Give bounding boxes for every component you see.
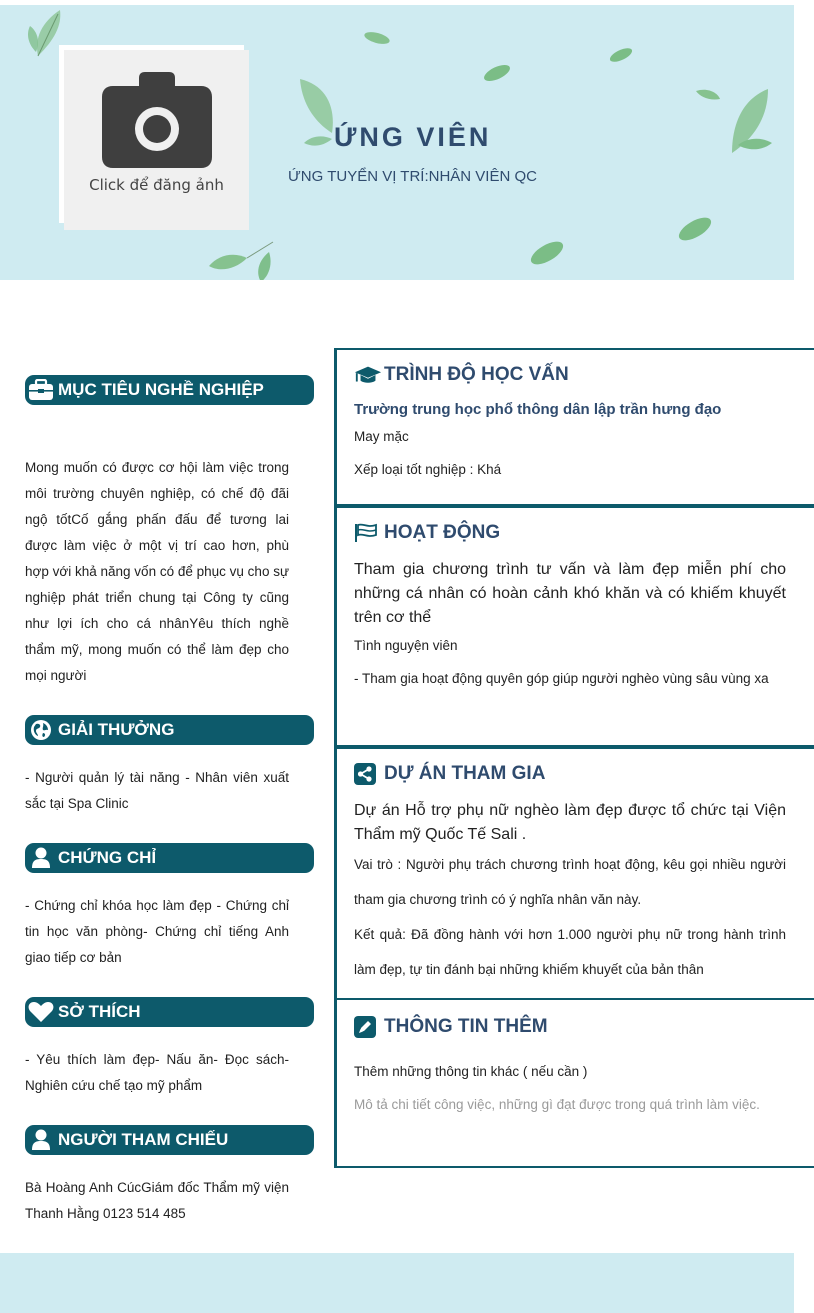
additional-info-label: Thêm những thông tin khác ( nếu cần ) bbox=[354, 1064, 588, 1079]
school-name: Trường trung học phổ thông dân lập trần hưng đạo bbox=[354, 401, 722, 418]
section-header-awards bbox=[25, 715, 314, 745]
section-header-references bbox=[25, 1125, 314, 1155]
user-icon bbox=[28, 847, 54, 869]
section-title: HOẠT ĐỘNG bbox=[384, 522, 501, 543]
section-education bbox=[334, 348, 814, 506]
section-activities bbox=[334, 506, 814, 747]
footer-banner bbox=[0, 1253, 794, 1313]
section-header-certificates bbox=[25, 843, 314, 873]
leaf-decoration-icon bbox=[606, 45, 636, 65]
applied-position: ỨNG TUYỂN VỊ TRÍ:NHÂN VIÊN QC bbox=[288, 168, 537, 185]
leaf-decoration-icon bbox=[480, 62, 514, 84]
certificates-text: - Chứng chỉ khóa học làm đẹp - Chứng chỉ tin học văn phòng- Chứng chỉ tiếng Anh giao tiếp cơ bản bbox=[25, 898, 289, 965]
education-major: May mặc bbox=[354, 429, 409, 444]
section-title: GIẢI THƯỞNG bbox=[58, 720, 175, 739]
awards-text: - Người quản lý tài năng - Nhân viên xuất sắc tại Spa Clinic bbox=[25, 770, 289, 811]
user-icon bbox=[28, 1129, 54, 1151]
education-grade: Xếp loại tốt nghiệp : Khá bbox=[354, 462, 502, 477]
section-title: MỤC TIÊU NGHỀ NGHIỆP bbox=[58, 380, 264, 399]
section-header-projects bbox=[354, 759, 786, 789]
photo-caption: Click để đăng ảnh bbox=[89, 176, 224, 194]
globe-icon bbox=[28, 719, 54, 741]
section-additional-info bbox=[334, 998, 814, 1168]
leaf-decoration-icon bbox=[205, 240, 277, 280]
section-header-activities bbox=[354, 518, 786, 548]
project-role: Vai trò : Người phụ trách chương trình hoạt động, kêu gọi nhiều người tham gia chương trình có ý nghĩa nhân văn này. bbox=[354, 857, 786, 907]
activity-description: Tham gia chương trình tư vấn và làm đẹp miễn phí cho những cá nhân có hoàn cảnh khó khăn và có khiếm khuyết trên cơ thể bbox=[354, 561, 786, 626]
hobbies-text: - Yêu thích làm đẹp- Nấu ăn- Đọc sách- Nghiên cứu chế tạo mỹ phẩm bbox=[25, 1052, 289, 1093]
section-title: NGƯỜI THAM CHIẾU bbox=[58, 1130, 229, 1149]
section-header-additional-info bbox=[354, 1012, 786, 1042]
edit-icon bbox=[354, 1014, 382, 1040]
activity-detail: - Tham gia hoạt động quyên góp giúp người nghèo vùng sâu vùng xa bbox=[354, 671, 769, 686]
heart-icon bbox=[28, 1001, 54, 1023]
upload-photo-button[interactable] bbox=[64, 50, 249, 230]
share-icon bbox=[354, 761, 382, 787]
section-header-career-goal bbox=[25, 375, 314, 405]
activity-role: Tình nguyện viên bbox=[354, 638, 458, 653]
project-description: Dự án Hỗ trợ phụ nữ nghèo làm đẹp được tổ chức tại Viện Thẩm mỹ Quốc Tế Sali . bbox=[354, 802, 786, 843]
leaf-decoration-icon bbox=[525, 238, 569, 268]
section-header-hobbies bbox=[25, 997, 314, 1027]
candidate-name: ỨNG VIÊN bbox=[334, 122, 492, 152]
leaf-decoration-icon bbox=[362, 30, 392, 46]
career-goal-text: Mong muốn có được cơ hội làm việc trong môi trường chuyên nghiệp, có chế độ đãi ngộ tốtCố gắng phấn đấu để tương lai được làm việc ở một vị trí cao hơn, phù hợp với khả năng vốn có để phục vụ cho sự nghiệp phát triển chung tại Công ty cũng như lợi ích cho cá nhânYêu thích nghề thẩm mỹ, mong muốn có thể làm đẹp cho mọi người bbox=[25, 460, 289, 683]
references-text: Bà Hoàng Anh CúcGiám đốc Thẩm mỹ viện Thanh Hằng 0123 514 485 bbox=[25, 1180, 289, 1221]
section-title: DỰ ÁN THAM GIA bbox=[384, 763, 546, 784]
section-header-education bbox=[354, 360, 786, 390]
section-title: THÔNG TIN THÊM bbox=[384, 1016, 548, 1037]
flag-icon bbox=[354, 520, 382, 546]
project-result: Kết quả: Đã đồng hành với hơn 1.000 người phụ nữ trong hành trình làm đẹp, tự tin đánh bại những khiếm khuyết của bản thân bbox=[354, 927, 786, 977]
section-title: TRÌNH ĐỘ HỌC VẤN bbox=[384, 364, 569, 385]
leaf-decoration-icon bbox=[692, 85, 774, 159]
camera-icon bbox=[101, 72, 213, 168]
leaf-decoration-icon bbox=[674, 215, 716, 243]
briefcase-icon bbox=[28, 379, 54, 401]
section-title: SỞ THÍCH bbox=[58, 1002, 141, 1021]
additional-info-input[interactable]: Mô tả chi tiết công việc, những gì đạt được trong quá trình làm việc. bbox=[354, 1097, 760, 1112]
section-projects bbox=[334, 747, 814, 1000]
section-title: CHỨNG CHỈ bbox=[58, 848, 157, 867]
graduation-cap-icon bbox=[354, 362, 382, 388]
